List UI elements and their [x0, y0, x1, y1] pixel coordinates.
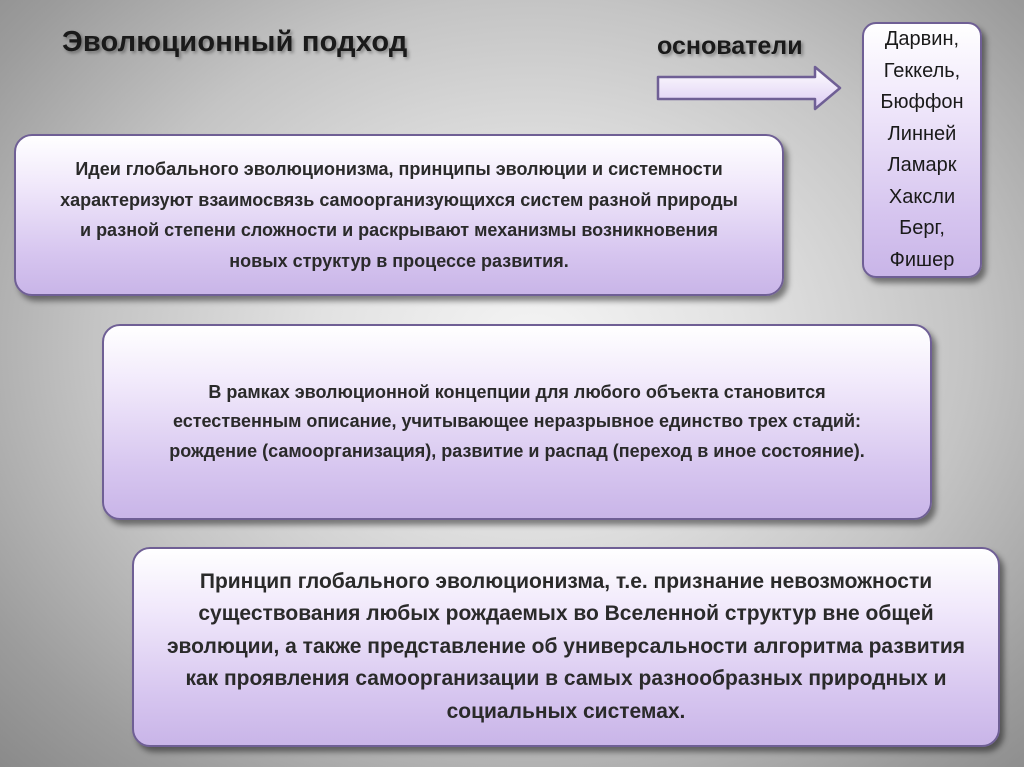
- slide-title: Эволюционный подход: [62, 26, 408, 58]
- box3-text: Принцип глобального эволюционизма, т.е. признание невозможности существования любых рождаемых во Вселенной структур вне общей эволюции, а также представление об универсальности алгоритма развития как проявления самоорганизации в самых разнообразных природных и социальных системах.: [166, 569, 966, 723]
- founder-item: Ламарк: [887, 154, 957, 176]
- founder-item: Линней: [887, 122, 957, 145]
- founder-item: Бюффон: [880, 91, 964, 113]
- box2-text: В рамках эволюционной концепции для любого объекта становится естественным описание, учитывающее неразрывное единство трех стадий: рождение (самоорганизация), развитие и распад (переход в иное состояние).: [169, 381, 865, 461]
- founder-item: Дарвин,: [884, 28, 960, 50]
- founder-item: Хаксли: [888, 185, 956, 208]
- global-evolutionism-principle-box: [132, 547, 1000, 747]
- evolutionary-concept-box: [102, 324, 932, 520]
- arrow-right-icon: [655, 64, 843, 112]
- founder-item: Фишер: [889, 248, 955, 271]
- founder-item: Берг,: [899, 217, 945, 239]
- box1-text: Идеи глобального эволюционизма, принципы эволюции и системности характеризуют взаимосвязь самоорганизующихся систем разной природы и разной степени сложности и раскрывают механизмы возникновения новых структур в процессе развития.: [60, 159, 738, 271]
- founder-item: Геккель,: [883, 59, 961, 82]
- global-evolutionism-ideas-box: [14, 134, 784, 296]
- founders-box: [862, 22, 982, 278]
- founders-label: основатели: [657, 32, 803, 60]
